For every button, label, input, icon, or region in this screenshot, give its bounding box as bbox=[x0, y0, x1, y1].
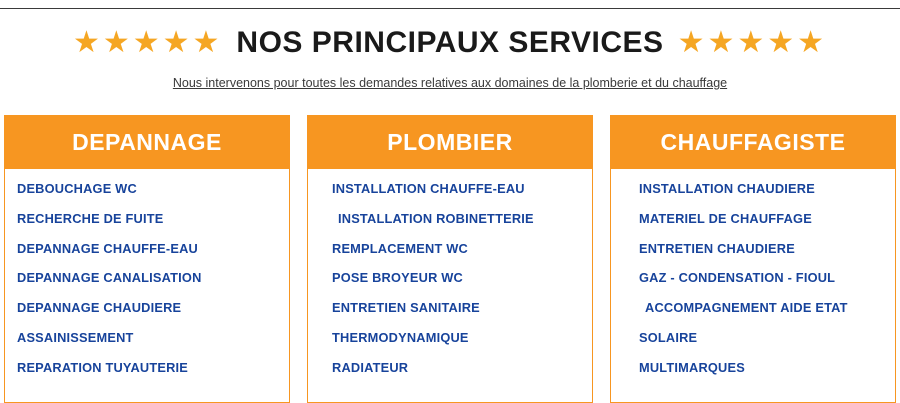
list-item[interactable]: RECHERCHE DE FUITE bbox=[17, 210, 164, 226]
page-title: NOS PRINCIPAUX SERVICES bbox=[236, 26, 664, 59]
service-cards-container bbox=[0, 115, 900, 403]
list-item[interactable]: RADIATEUR bbox=[332, 359, 409, 375]
card-title-chauffagiste: CHAUFFAGISTE bbox=[660, 128, 846, 155]
list-item[interactable]: POSE BROYEUR WC bbox=[332, 270, 463, 286]
list-item[interactable]: ENTRETIEN CHAUDIERE bbox=[639, 240, 795, 256]
list-item[interactable]: ENTRETIEN SANITAIRE bbox=[332, 300, 480, 316]
page-title-row bbox=[0, 26, 900, 60]
list-item[interactable]: MATERIEL DE CHAUFFAGE bbox=[639, 210, 812, 226]
top-divider bbox=[0, 8, 900, 9]
list-item[interactable]: THERMODYNAMIQUE bbox=[332, 329, 469, 345]
list-item[interactable]: REPARATION TUYAUTERIE bbox=[17, 359, 189, 375]
list-item[interactable]: DEPANNAGE CHAUFFE-EAU bbox=[17, 240, 198, 256]
list-item[interactable]: MULTIMARQUES bbox=[639, 359, 745, 375]
list-item[interactable]: DEPANNAGE CHAUDIERE bbox=[17, 300, 182, 316]
list-item[interactable]: REMPLACEMENT WC bbox=[332, 240, 468, 256]
card-title-plombier: PLOMBIER bbox=[387, 128, 513, 155]
service-card-plombier bbox=[307, 115, 593, 403]
list-item[interactable]: ASSAINISSEMENT bbox=[17, 329, 134, 345]
card-body-depannage bbox=[4, 169, 290, 403]
stars-right-icon: ★★★★★ bbox=[677, 26, 828, 59]
list-item[interactable]: ACCOMPAGNEMENT AIDE ETAT bbox=[645, 300, 848, 316]
card-header-plombier bbox=[307, 115, 593, 169]
list-item[interactable]: INSTALLATION ROBINETTERIE bbox=[338, 210, 534, 226]
stars-left-icon: ★★★★★ bbox=[72, 26, 223, 59]
list-item[interactable]: DEPANNAGE CANALISATION bbox=[17, 270, 202, 286]
list-item[interactable]: INSTALLATION CHAUFFE-EAU bbox=[332, 181, 525, 196]
page-subtitle: Nous intervenons pour toutes les demandes relatives aux domaines de la plomberie et du chauffage bbox=[172, 76, 728, 90]
list-item[interactable]: GAZ - CONDENSATION - FIOUL bbox=[639, 270, 836, 286]
list-item[interactable]: INSTALLATION CHAUDIERE bbox=[639, 181, 815, 196]
card-title-depannage: DEPANNAGE bbox=[72, 128, 222, 155]
service-card-chauffagiste bbox=[610, 115, 896, 403]
card-header-depannage bbox=[4, 115, 290, 169]
card-body-chauffagiste bbox=[610, 169, 896, 403]
list-item[interactable]: SOLAIRE bbox=[639, 329, 698, 345]
card-body-plombier bbox=[307, 169, 593, 403]
service-card-depannage bbox=[4, 115, 290, 403]
list-item[interactable]: DEBOUCHAGE WC bbox=[17, 181, 137, 196]
card-header-chauffagiste bbox=[610, 115, 896, 169]
